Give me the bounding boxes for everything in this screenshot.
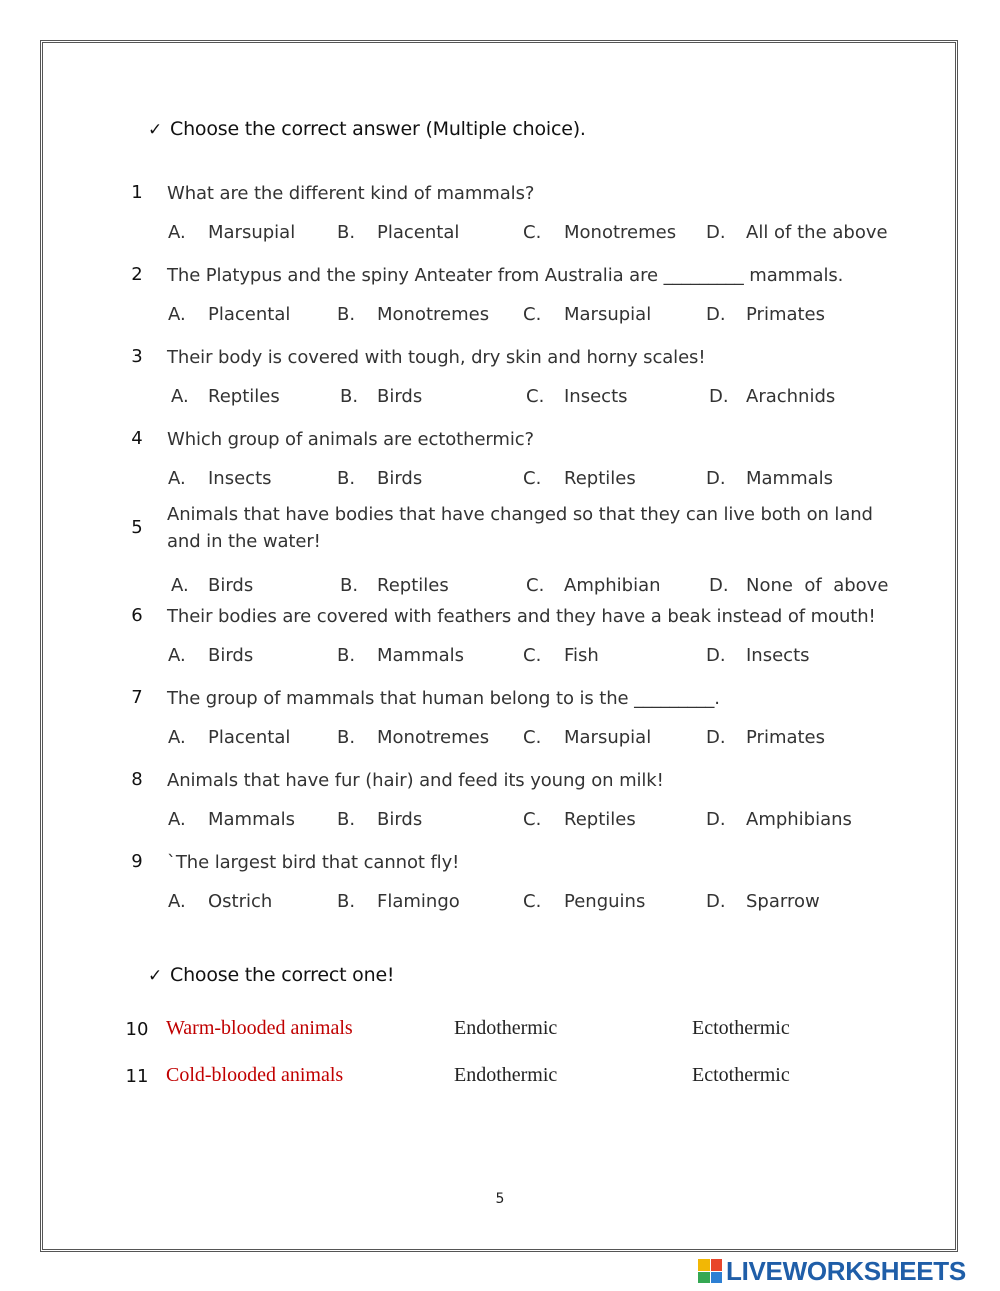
option-letter: D. (706, 304, 726, 325)
option-letter: A. (171, 575, 189, 596)
option-letter: B. (337, 222, 356, 243)
answer-option[interactable]: Placental (208, 304, 291, 325)
question-number: 5 (131, 517, 143, 538)
answer-option[interactable]: Flamingo (377, 891, 460, 912)
checkmark-icon: ✓ (148, 120, 163, 140)
answer-option[interactable]: Birds (208, 645, 254, 666)
choice-ectothermic[interactable]: Ectothermic (692, 1017, 790, 1039)
answer-option[interactable]: Penguins (564, 891, 646, 912)
question-number: 1 (131, 182, 143, 203)
option-letter: D. (709, 386, 729, 407)
option-letter: B. (340, 575, 359, 596)
question-number: 8 (131, 769, 143, 790)
answer-option[interactable]: Birds (208, 575, 254, 596)
brand-text: LIVEWORKSHEETS (726, 1255, 966, 1286)
question-text: `The largest bird that cannot fly! (167, 852, 460, 873)
answer-option[interactable]: Marsupial (564, 727, 652, 748)
checkmark-icon: ✓ (148, 966, 163, 986)
option-letter: C. (523, 727, 542, 748)
option-letter: B. (337, 304, 356, 325)
item-number: 11 (125, 1066, 149, 1087)
option-letter: C. (523, 809, 542, 830)
option-letter: D. (706, 891, 726, 912)
answer-option[interactable]: Placental (208, 727, 291, 748)
option-letter: A. (168, 222, 186, 243)
option-letter: C. (523, 222, 542, 243)
option-letter: A. (168, 304, 186, 325)
option-letter: D. (706, 727, 726, 748)
question-text: The Platypus and the spiny Anteater from Australia are _________ mammals. (167, 265, 844, 286)
option-letter: A. (168, 468, 186, 489)
option-letter: A. (171, 386, 189, 407)
option-letter: A. (168, 809, 186, 830)
answer-option[interactable]: Sparrow (746, 891, 820, 912)
answer-option[interactable]: Amphibian (564, 575, 661, 596)
option-letter: A. (168, 727, 186, 748)
answer-option[interactable]: Arachnids (746, 386, 836, 407)
answer-option[interactable]: Placental (377, 222, 460, 243)
answer-option[interactable]: Fish (564, 645, 599, 666)
question-number: 9 (131, 851, 143, 872)
liveworksheets-logo-icon (698, 1259, 722, 1283)
option-letter: D. (706, 222, 726, 243)
answer-option[interactable]: Primates (746, 727, 826, 748)
answer-option[interactable]: Amphibians (746, 809, 852, 830)
choice-endothermic[interactable]: Endothermic (454, 1064, 558, 1086)
option-letter: D. (706, 645, 726, 666)
option-letter: C. (526, 386, 545, 407)
question-number: 2 (131, 264, 143, 285)
answer-option[interactable]: All of the above (746, 222, 888, 243)
brand-logo (698, 1256, 966, 1286)
answer-option[interactable]: Insects (746, 645, 810, 666)
answer-option[interactable]: Primates (746, 304, 826, 325)
answer-option[interactable]: Birds (377, 809, 423, 830)
answer-option[interactable]: Monotremes (377, 727, 490, 748)
item-number: 10 (125, 1019, 149, 1040)
option-letter: C. (523, 304, 542, 325)
option-letter: B. (337, 645, 356, 666)
option-letter: A. (168, 891, 186, 912)
question-text: What are the different kind of mammals? (167, 183, 535, 204)
page-number: 5 (495, 1191, 505, 1207)
answer-option[interactable]: Birds (377, 468, 423, 489)
question-text: Animals that have fur (hair) and feed its young on milk! (167, 770, 664, 791)
option-letter: B. (340, 386, 359, 407)
section-heading-multiple-choice: ✓ Choose the correct answer (Multiple choice). (148, 118, 586, 140)
question-number: 4 (131, 428, 143, 449)
answer-option[interactable]: Reptiles (564, 809, 636, 830)
question-text: Animals that have bodies that have changed so that they can live both on land and in the water! (167, 504, 873, 552)
question-number: 6 (131, 605, 143, 626)
answer-option[interactable]: Mammals (377, 645, 465, 666)
choice-endothermic[interactable]: Endothermic (454, 1017, 558, 1039)
answer-option[interactable]: Mammals (746, 468, 834, 489)
answer-option[interactable]: None of above (746, 575, 889, 596)
choice-ectothermic[interactable]: Ectothermic (692, 1064, 790, 1086)
option-letter: D. (706, 468, 726, 489)
option-letter: B. (337, 468, 356, 489)
answer-option[interactable]: Mammals (208, 809, 296, 830)
option-letter: C. (523, 891, 542, 912)
answer-option[interactable]: Birds (377, 386, 423, 407)
answer-option[interactable]: Reptiles (564, 468, 636, 489)
option-letter: A. (168, 645, 186, 666)
question-text: Their bodies are covered with feathers and they have a beak instead of mouth! (167, 606, 876, 627)
answer-option[interactable]: Ostrich (208, 891, 273, 912)
option-letter: B. (337, 809, 356, 830)
option-letter: C. (523, 645, 542, 666)
option-letter: D. (709, 575, 729, 596)
option-letter: B. (337, 891, 356, 912)
item-label: Warm-blooded animals (166, 1017, 353, 1039)
option-letter: C. (526, 575, 545, 596)
question-number: 7 (131, 687, 143, 708)
option-letter: C. (523, 468, 542, 489)
answer-option[interactable]: Marsupial (564, 304, 652, 325)
answer-option[interactable]: Insects (208, 468, 272, 489)
item-label: Cold-blooded animals (166, 1064, 344, 1086)
answer-option[interactable]: Reptiles (377, 575, 449, 596)
answer-option[interactable]: Marsupial (208, 222, 296, 243)
answer-option[interactable]: Monotremes (564, 222, 677, 243)
section-heading-choose-one: ✓ Choose the correct one! (148, 964, 395, 986)
answer-option[interactable]: Insects (564, 386, 628, 407)
question-text: The group of mammals that human belong to is the _________. (167, 688, 720, 709)
option-letter: D. (706, 809, 726, 830)
question-number: 3 (131, 346, 143, 367)
question-text: Which group of animals are ectothermic? (167, 429, 534, 450)
answer-option[interactable]: Reptiles (208, 386, 280, 407)
answer-option[interactable]: Monotremes (377, 304, 490, 325)
option-letter: B. (337, 727, 356, 748)
question-text: Their body is covered with tough, dry skin and horny scales! (167, 347, 706, 368)
